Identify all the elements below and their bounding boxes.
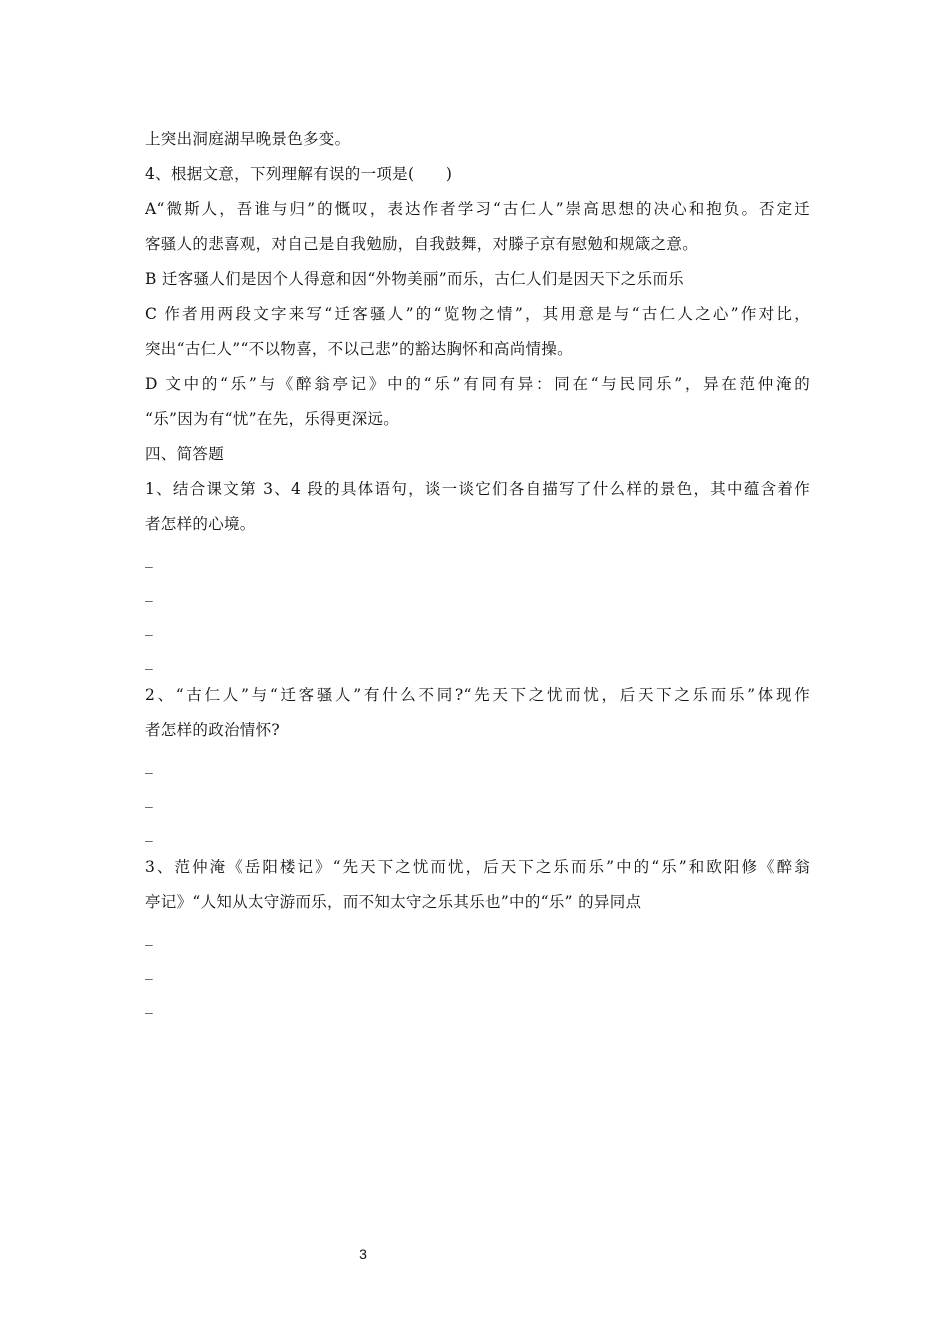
short-answer-2-line-2: 者怎样的政治情怀? bbox=[145, 721, 281, 739]
option-d-line-1: D 文中的“乐”与《醉翁亭记》中的“乐”有同有异：同在“与民同乐”，异在范仲淹的 bbox=[145, 375, 810, 393]
option-c-line-1: C 作者用两段文字来写“迁客骚人”的“览物之情”，其用意是与“古仁人之心”作对比， bbox=[145, 305, 810, 323]
answer-blank[interactable]: _ bbox=[145, 962, 154, 980]
answer-blank[interactable]: _ bbox=[145, 652, 154, 670]
short-answer-1-line-2: 者怎样的心境。 bbox=[145, 515, 256, 533]
short-answer-3-line-2: 亭记》“人知从太守游而乐，而不知太守之乐其乐也”中的“乐” 的异同点 bbox=[145, 893, 642, 911]
answer-blank[interactable]: _ bbox=[145, 756, 154, 774]
answer-blank[interactable]: _ bbox=[145, 618, 154, 636]
option-a-line-2: 客骚人的悲喜观，对自己是自我勉励，自我鼓舞，对滕子京有慰勉和规箴之意。 bbox=[145, 235, 699, 253]
document-body bbox=[145, 122, 810, 1022]
answer-blank[interactable]: _ bbox=[145, 790, 154, 808]
short-answer-3-line-1: 3、范仲淹《岳阳楼记》“先天下之忧而忧，后天下之乐而乐”中的“乐”和欧阳修《醉翁 bbox=[145, 858, 810, 876]
question-4: 4、根据文意，下列理解有误的一项是( ) bbox=[145, 165, 453, 183]
option-b: B 迁客骚人们是因个人得意和因“外物美丽”而乐，古仁人们是因天下之乐而乐 bbox=[145, 270, 684, 288]
answer-blank[interactable]: _ bbox=[145, 550, 154, 568]
short-answer-2-line-1: 2、“古仁人”与“迁客骚人”有什么不同?“先天下之忧而忧，后天下之乐而乐”体现作 bbox=[145, 686, 810, 704]
answer-blank[interactable]: _ bbox=[145, 928, 154, 946]
option-c-line-2: 突出“古仁人”“不以物喜，不以己悲”的豁达胸怀和高尚情操。 bbox=[145, 340, 573, 358]
section-heading: 四、简答题 bbox=[145, 445, 225, 463]
short-answer-1-line-1: 1、结合课文第 3、4 段的具体语句，谈一谈它们各自描写了什么样的景色，其中蕴含着作 bbox=[145, 480, 810, 498]
answer-blank[interactable]: _ bbox=[145, 584, 154, 602]
text-line: 上突出洞庭湖早晚景色多变。 bbox=[145, 130, 351, 148]
answer-blank[interactable]: _ bbox=[145, 824, 154, 842]
page-number: 3 bbox=[359, 1246, 367, 1262]
answer-blank[interactable]: _ bbox=[145, 996, 154, 1014]
option-d-line-2: “乐”因为有“忧”在先，乐得更深远。 bbox=[145, 410, 400, 428]
option-a-line-1: A“微斯人，吾谁与归”的慨叹，表达作者学习“古仁人”崇高思想的决心和抱负。否定迁 bbox=[145, 200, 810, 218]
